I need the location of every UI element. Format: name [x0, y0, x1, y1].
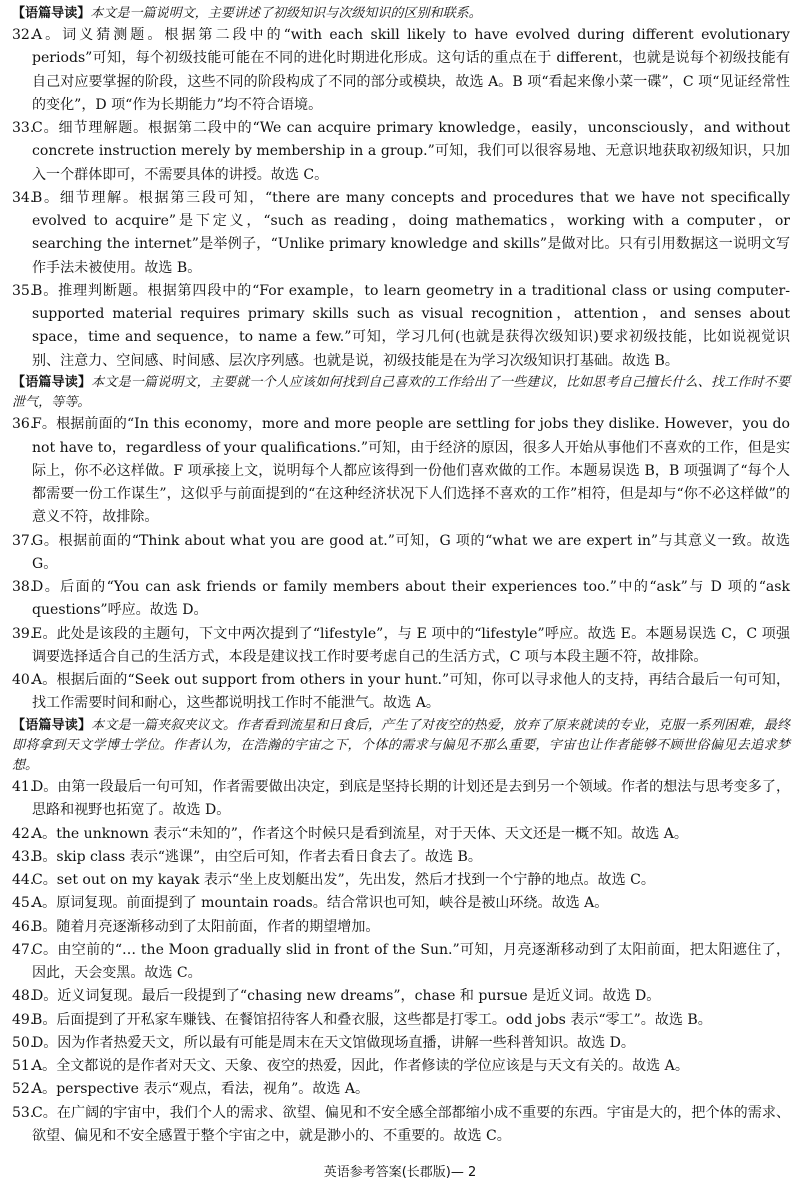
- answer-text: A。根据后面的“Seek out support from others in your hunt.”可知，你可以寻求他人的支持，再结合最后一句可知，找工作需要时间和耐心，这些都说明找工作时不能泄气。故选 A。: [32, 672, 790, 712]
- answer-item: [12, 869, 790, 892]
- answer-item: [12, 623, 790, 670]
- answer-number: 34.: [12, 189, 35, 206]
- answer-item: [12, 1032, 790, 1055]
- answer-text: A。全文都说的是作者对天文、天象、夜空的热爱，因此，作者修读的学位应该是与天文有关的。故选 A。: [32, 1058, 689, 1075]
- answer-text: C。在广阔的宇宙中，我们个人的需求、欲望、偏见和不安全感全部都缩小成不重要的东西。宇宙是大的，把个体的需求、欲望、偏见和不安全感置于整个宇宙之中，就是渺小的、不重要的。故选 C。: [32, 1104, 790, 1144]
- answer-item: [12, 985, 790, 1008]
- answer-number: 45.: [12, 895, 35, 912]
- answer-number: 53.: [12, 1104, 35, 1121]
- answer-text: B。细节理解。根据第三段可知，“there are many concepts and procedures that we have not specifically evolved to acquire”是下定义，“such as reading，doing mathematics，working with a computer，or searching the internet”是举例子，“Unlike primary knowledge and skills”是做对比。只有引用数据这一说明文写作手法未被使用。故选 B。: [32, 189, 790, 276]
- answer-number: 37.: [12, 532, 35, 549]
- answer-number: 36.: [12, 416, 35, 433]
- answer-number: 43.: [12, 848, 35, 865]
- answer-number: 52.: [12, 1081, 35, 1098]
- guide-text: 本文是一篇说明文，主要讲述了初级知识与次级知识的区别和联系。: [90, 6, 482, 21]
- guide-tag: 【语篇导读】: [12, 717, 92, 733]
- answer-text: B。后面提到了开私家车赚钱、在餐馆招待客人和叠衣服，这些都是打零工。odd jobs 表示“零工”。故选 B。: [32, 1011, 712, 1028]
- answer-number: 39.: [12, 625, 35, 642]
- answer-number: 33.: [12, 120, 35, 137]
- answer-text: C。set out on my kayak 表示“坐上皮划艇出发”，先出发，然后才找到一个宁静的地点。故选 C。: [32, 872, 655, 889]
- guide-text: 本文是一篇夹叙夹议文。作者看到流星和日食后，产生了对夜空的热爱，放弃了原来就读的专业，克服一系列困难，最终即将拿到天文学博士学位。作者认为，在浩瀚的宇宙之下，个体的需求与偏见不那么重要，宇宙也让作者能够不顾世俗偏见去追求梦想。: [12, 717, 790, 774]
- page-footer: 英语参考答案(长郡版)— 2: [323, 1165, 477, 1180]
- answer-number: 32.: [12, 27, 35, 44]
- answer-item: [12, 280, 790, 373]
- answer-number: 40.: [12, 672, 35, 689]
- answer-text: B。skip class 表示“逃课”，由空后可知，作者去看日食去了。故选 B。: [32, 848, 482, 865]
- answer-number: 50.: [12, 1034, 35, 1051]
- answer-number: 41.: [12, 779, 35, 796]
- answer-number: 38.: [12, 579, 35, 596]
- answer-text: D。近义词复现。最后一段提到了“chasing new dreams”，chase 和 pursue 是近义词。故选 D。: [32, 988, 661, 1005]
- answer-content: [12, 4, 790, 1148]
- answer-item: [12, 846, 790, 869]
- guide-tag: 【语篇导读】: [12, 6, 91, 21]
- answer-item: [12, 24, 790, 117]
- answer-item: [12, 1078, 790, 1101]
- answer-text: G。根据前面的“Think about what you are good at.”可知，G 项的“what we are expert in”与其意义一致。故选 G。: [32, 532, 790, 572]
- answer-text: D。由第一段最后一句可知，作者需要做出决定，到底是坚持长期的计划还是去到另一个领域。作者的想法与思考变多了，思路和视野也拓宽了。故选 D。: [32, 779, 790, 819]
- passage-guide: [12, 4, 790, 24]
- answer-text: D。后面的“You can ask friends or family members about their experiences too.”中的“ask”与 D 项的“ask questions”呼应。故选 D。: [32, 579, 790, 619]
- answer-text: B。随着月亮逐渐移动到了太阳前面，作者的期望增加。: [32, 918, 380, 935]
- passage-guide: [12, 716, 790, 777]
- answer-item: [12, 117, 790, 187]
- answer-item: [12, 939, 790, 986]
- answer-text: D。因为作者热爱天文，所以最有可能是周末在天文馆做现场直播，讲解一些科普知识。故选 D。: [32, 1034, 635, 1051]
- answer-item: [12, 669, 790, 716]
- answer-number: 42.: [12, 825, 35, 842]
- answer-number: 49.: [12, 1011, 35, 1028]
- answer-item: [12, 187, 790, 280]
- answer-item: [12, 530, 790, 577]
- answer-item: [12, 576, 790, 623]
- answer-number: 44.: [12, 872, 35, 889]
- answer-text: C。由空前的“… the Moon gradually slid in front of the Sun.”可知，月亮逐渐移动到了太阳前面，把太阳遮住了，因此，天会变黑。故选 C。: [32, 941, 790, 982]
- answer-text: A。the unknown 表示“未知的”，作者这个时候只是看到流星，对于天体、天文还是一概不知。故选 A。: [32, 825, 688, 842]
- guide-tag: 【语篇导读】: [12, 374, 92, 390]
- answer-text: A。词义猜测题。根据第二段中的“with each skill likely to have evolved during different evolutionary periods”可知，每个初级技能可能在不同的进化时期进化形成。这句话的重点在于 different，也就是说每个初级技能有自己对应要掌握的阶段，这些不同的阶段构成了不同的部分或模块，故选 A。B 项“看起来像小菜一碟”，C 项“见证经常性的变化”，D 项“作为长期能力”均不符合语境。: [32, 27, 790, 113]
- answer-number: 46.: [12, 918, 35, 935]
- answer-item: [12, 1009, 790, 1032]
- answer-item: [12, 1102, 790, 1149]
- answer-number: 35.: [12, 282, 35, 299]
- answer-text: F。根据前面的“In this economy，more and more people are settling for jobs they dislike. However，you do not have to，regardless of your qualifications.”可知，由于经济的原因，很多人开始从事他们不喜欢的工作，但是实际上，你不必这样做。F 项承接上文，说明每个人都应该得到一份他们喜欢做的工作。本题易误选 B，B 项强调了“每个人都需要一份工作谋生”，这似乎与前面提到的“在这种经济状况下人们选择不喜欢的工作”相符，但是却与“你不必这样做”的意义不符，故排除。: [32, 416, 790, 526]
- answer-item: [12, 916, 790, 939]
- answer-text: B。推理判断题。根据第四段中的“For example，to learn geometry in a traditional class or using computer-supported material requires primary skills such as visual recognition，attention，and senses about space，time and sequence，to name a few.”可知，学习几何(也就是获得次级知识)要求初级技能，比如说视觉识别、注意力、空间感、时间感、层次序列感。也就是说，初级技能是在为学习次级知识打基础。故选 B。: [32, 282, 790, 369]
- answer-text: C。细节理解题。根据第二段中的“We can acquire primary knowledge，easily，unconsciously，and without concrete instruction merely by membership in a group.”可知，我们可以很容易地、无意识地获取初级知识，只加入一个群体即可，不需要具体的讲授。故选 C。: [32, 120, 790, 183]
- answer-item: [12, 776, 790, 823]
- answer-text: A。原词复现。前面提到了 mountain roads。结合常识也可知，峡谷是被山环绕。故选 A。: [32, 895, 609, 912]
- answer-number: 48.: [12, 988, 35, 1005]
- answer-item: [12, 1055, 790, 1078]
- answer-item: [12, 892, 790, 915]
- answer-number: 47.: [12, 941, 35, 958]
- guide-text: 本文是一篇说明文，主要就一个人应该如何找到自己喜欢的工作给出了一些建议，比如思考自己擅长什么、找工作时不要泄气，等等。: [12, 374, 790, 411]
- answer-item: [12, 413, 790, 529]
- answer-text: A。perspective 表示“观点，看法，视角”。故选 A。: [32, 1081, 370, 1098]
- passage-guide: [12, 373, 790, 413]
- answer-number: 51.: [12, 1058, 35, 1075]
- answer-text: E。此处是该段的主题句，下文中两次提到了“lifestyle”，与 E 项中的“lifestyle”呼应。故选 E。本题易误选 C，C 项强调要选择适合自己的生活方式，本段是建议找工作时要考虑自己的生活方式，C 项与本段主题不符，故排除。: [32, 625, 790, 665]
- answer-item: [12, 823, 790, 846]
